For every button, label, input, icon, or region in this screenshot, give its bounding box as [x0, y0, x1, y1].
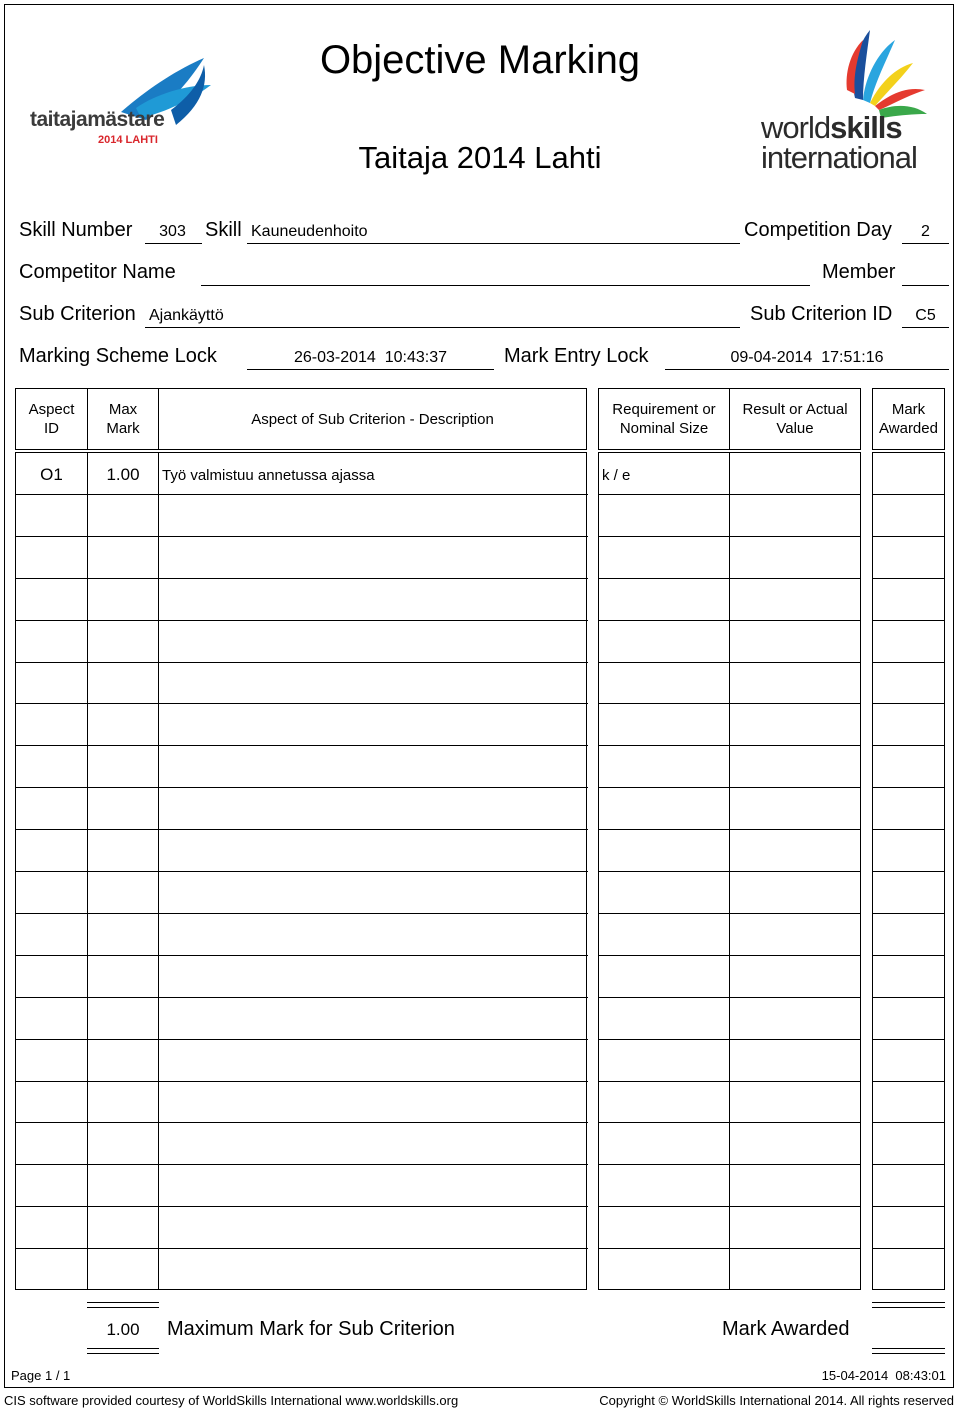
sub-criterion-underline	[145, 327, 740, 328]
table-row-divider	[872, 703, 945, 704]
table-row-divider	[15, 494, 588, 495]
table-row-divider	[598, 578, 861, 579]
member-label: Member	[822, 261, 896, 283]
table-row-divider	[15, 745, 588, 746]
table-row-divider	[15, 620, 588, 621]
competition-day-underline	[902, 243, 949, 244]
competition-day-value: 2	[921, 223, 930, 240]
worldskills-logo-word2: skills	[830, 110, 902, 145]
table-row-divider	[15, 1164, 588, 1165]
header-aspect-id: Aspect ID	[15, 388, 88, 450]
courtesy-note: CIS software provided courtesy of WorldSkills International www.worldskills.org	[4, 1393, 459, 1408]
table-row-divider	[15, 787, 588, 788]
row-description: Työ valmistuu annetussa ajassa	[162, 467, 375, 484]
marking-scheme-lock-underline	[247, 369, 494, 370]
table-row-divider	[872, 745, 945, 746]
table-row-divider	[598, 955, 861, 956]
max-mark-total-rule-bottom	[87, 1348, 159, 1354]
table-row-divider	[15, 536, 588, 537]
table-row-divider	[872, 1206, 945, 1207]
table-row-divider	[872, 913, 945, 914]
mark-entry-lock-value: 09-04-2014 17:51:16	[730, 349, 884, 366]
sub-criterion-label: Sub Criterion	[19, 303, 136, 325]
table-row-divider	[15, 871, 588, 872]
competition-day-label: Competition Day	[744, 219, 892, 241]
skill-number-label: Skill Number	[19, 219, 133, 241]
competitor-name-label: Competitor Name	[19, 261, 176, 283]
skill-number-underline	[145, 243, 202, 244]
table-row-divider	[872, 662, 945, 663]
table-row-divider	[15, 578, 588, 579]
mark-awarded-label: Mark Awarded	[722, 1318, 850, 1340]
table-row-divider	[598, 1039, 861, 1040]
table-row-divider	[598, 787, 861, 788]
taitaja-logo-text: taitajamästare	[30, 108, 165, 131]
table-row-divider	[15, 1122, 588, 1123]
mark-entry-lock-underline	[665, 369, 949, 370]
max-mark-label: Maximum Mark for Sub Criterion	[167, 1318, 455, 1340]
table-row-divider	[598, 620, 861, 621]
competitor-name-underline	[201, 285, 810, 286]
skill-value: Kauneudenhoito	[251, 223, 368, 240]
table-row-divider	[15, 1248, 588, 1249]
table-row-divider	[15, 955, 588, 956]
table-row-divider	[598, 1081, 861, 1082]
skill-underline	[247, 243, 740, 244]
table-row-divider	[872, 829, 945, 830]
table-row-divider	[872, 578, 945, 579]
page-subtitle: Taitaja 2014 Lahti	[358, 140, 602, 175]
member-underline	[902, 285, 949, 286]
table-row-divider	[872, 955, 945, 956]
taitaja-logo-subtext: 2014 LAHTI	[98, 134, 158, 146]
table-row-divider	[872, 871, 945, 872]
sub-criterion-id-value: C5	[915, 307, 936, 324]
table-row-divider	[598, 1122, 861, 1123]
table-row-divider	[598, 536, 861, 537]
table-row-divider	[872, 1081, 945, 1082]
header-result: Result or Actual Value	[729, 388, 861, 450]
table-row-divider	[598, 1164, 861, 1165]
header-description: Aspect of Sub Criterion - Description	[158, 388, 587, 450]
max-mark-total-rule-top	[87, 1302, 159, 1308]
copyright-note: Copyright © WorldSkills International 2014. All rights reserved	[599, 1393, 954, 1408]
marking-scheme-lock-value: 26-03-2014 10:43:37	[293, 349, 447, 366]
sub-criterion-value: Ajankäyttö	[149, 307, 224, 324]
skill-number-value: 303	[159, 223, 186, 240]
table-row-divider	[15, 703, 588, 704]
worldskills-logo-word3: international	[761, 140, 917, 175]
print-timestamp: 15-04-2014 08:43:01	[821, 1368, 946, 1383]
worldskills-logo-word1: world	[761, 110, 831, 145]
table-row-divider	[598, 871, 861, 872]
page-title: Objective Marking	[319, 38, 641, 82]
mark-awarded-total-rule-top	[872, 1302, 945, 1308]
table-row-divider	[15, 997, 588, 998]
table-row-divider	[872, 1164, 945, 1165]
marking-scheme-lock-label: Marking Scheme Lock	[19, 345, 217, 367]
table-row-divider	[15, 913, 588, 914]
table-row-divider	[872, 1039, 945, 1040]
max-mark-total: 1.00	[106, 1320, 140, 1339]
header-requirement: Requirement or Nominal Size	[598, 388, 730, 450]
table-row-divider	[598, 1248, 861, 1249]
table-row-divider	[15, 662, 588, 663]
table-row-divider	[872, 787, 945, 788]
table-row-divider	[872, 997, 945, 998]
table-row-divider	[598, 703, 861, 704]
table-row-divider	[872, 1122, 945, 1123]
table-row-divider	[872, 1248, 945, 1249]
table-row-divider	[15, 1039, 588, 1040]
sub-criterion-id-label: Sub Criterion ID	[750, 303, 893, 325]
table-row-divider	[598, 494, 861, 495]
sub-criterion-id-underline	[902, 327, 949, 328]
table-row-divider	[598, 745, 861, 746]
row-requirement: k / e	[602, 467, 631, 484]
table-row-divider	[598, 829, 861, 830]
table-row-divider	[15, 1081, 588, 1082]
table-row-divider	[15, 829, 588, 830]
table-row-divider	[598, 662, 861, 663]
table-row-divider	[872, 620, 945, 621]
table-row-divider	[598, 913, 861, 914]
mark-awarded-total-rule-bottom	[872, 1348, 945, 1354]
table-row-divider	[872, 494, 945, 495]
table-row-divider	[598, 1206, 861, 1207]
mark-entry-lock-label: Mark Entry Lock	[504, 345, 649, 367]
header-mark-awarded: Mark Awarded	[872, 388, 945, 450]
page-number: Page 1 / 1	[11, 1368, 71, 1383]
skill-label: Skill	[205, 219, 242, 241]
table-row-divider	[872, 536, 945, 537]
row-max-mark: 1.00	[106, 465, 140, 484]
table-row-divider	[598, 997, 861, 998]
table-row-divider	[15, 1206, 588, 1207]
row-aspect-id: O1	[40, 465, 63, 484]
header-max-mark: Max Mark	[87, 388, 159, 450]
